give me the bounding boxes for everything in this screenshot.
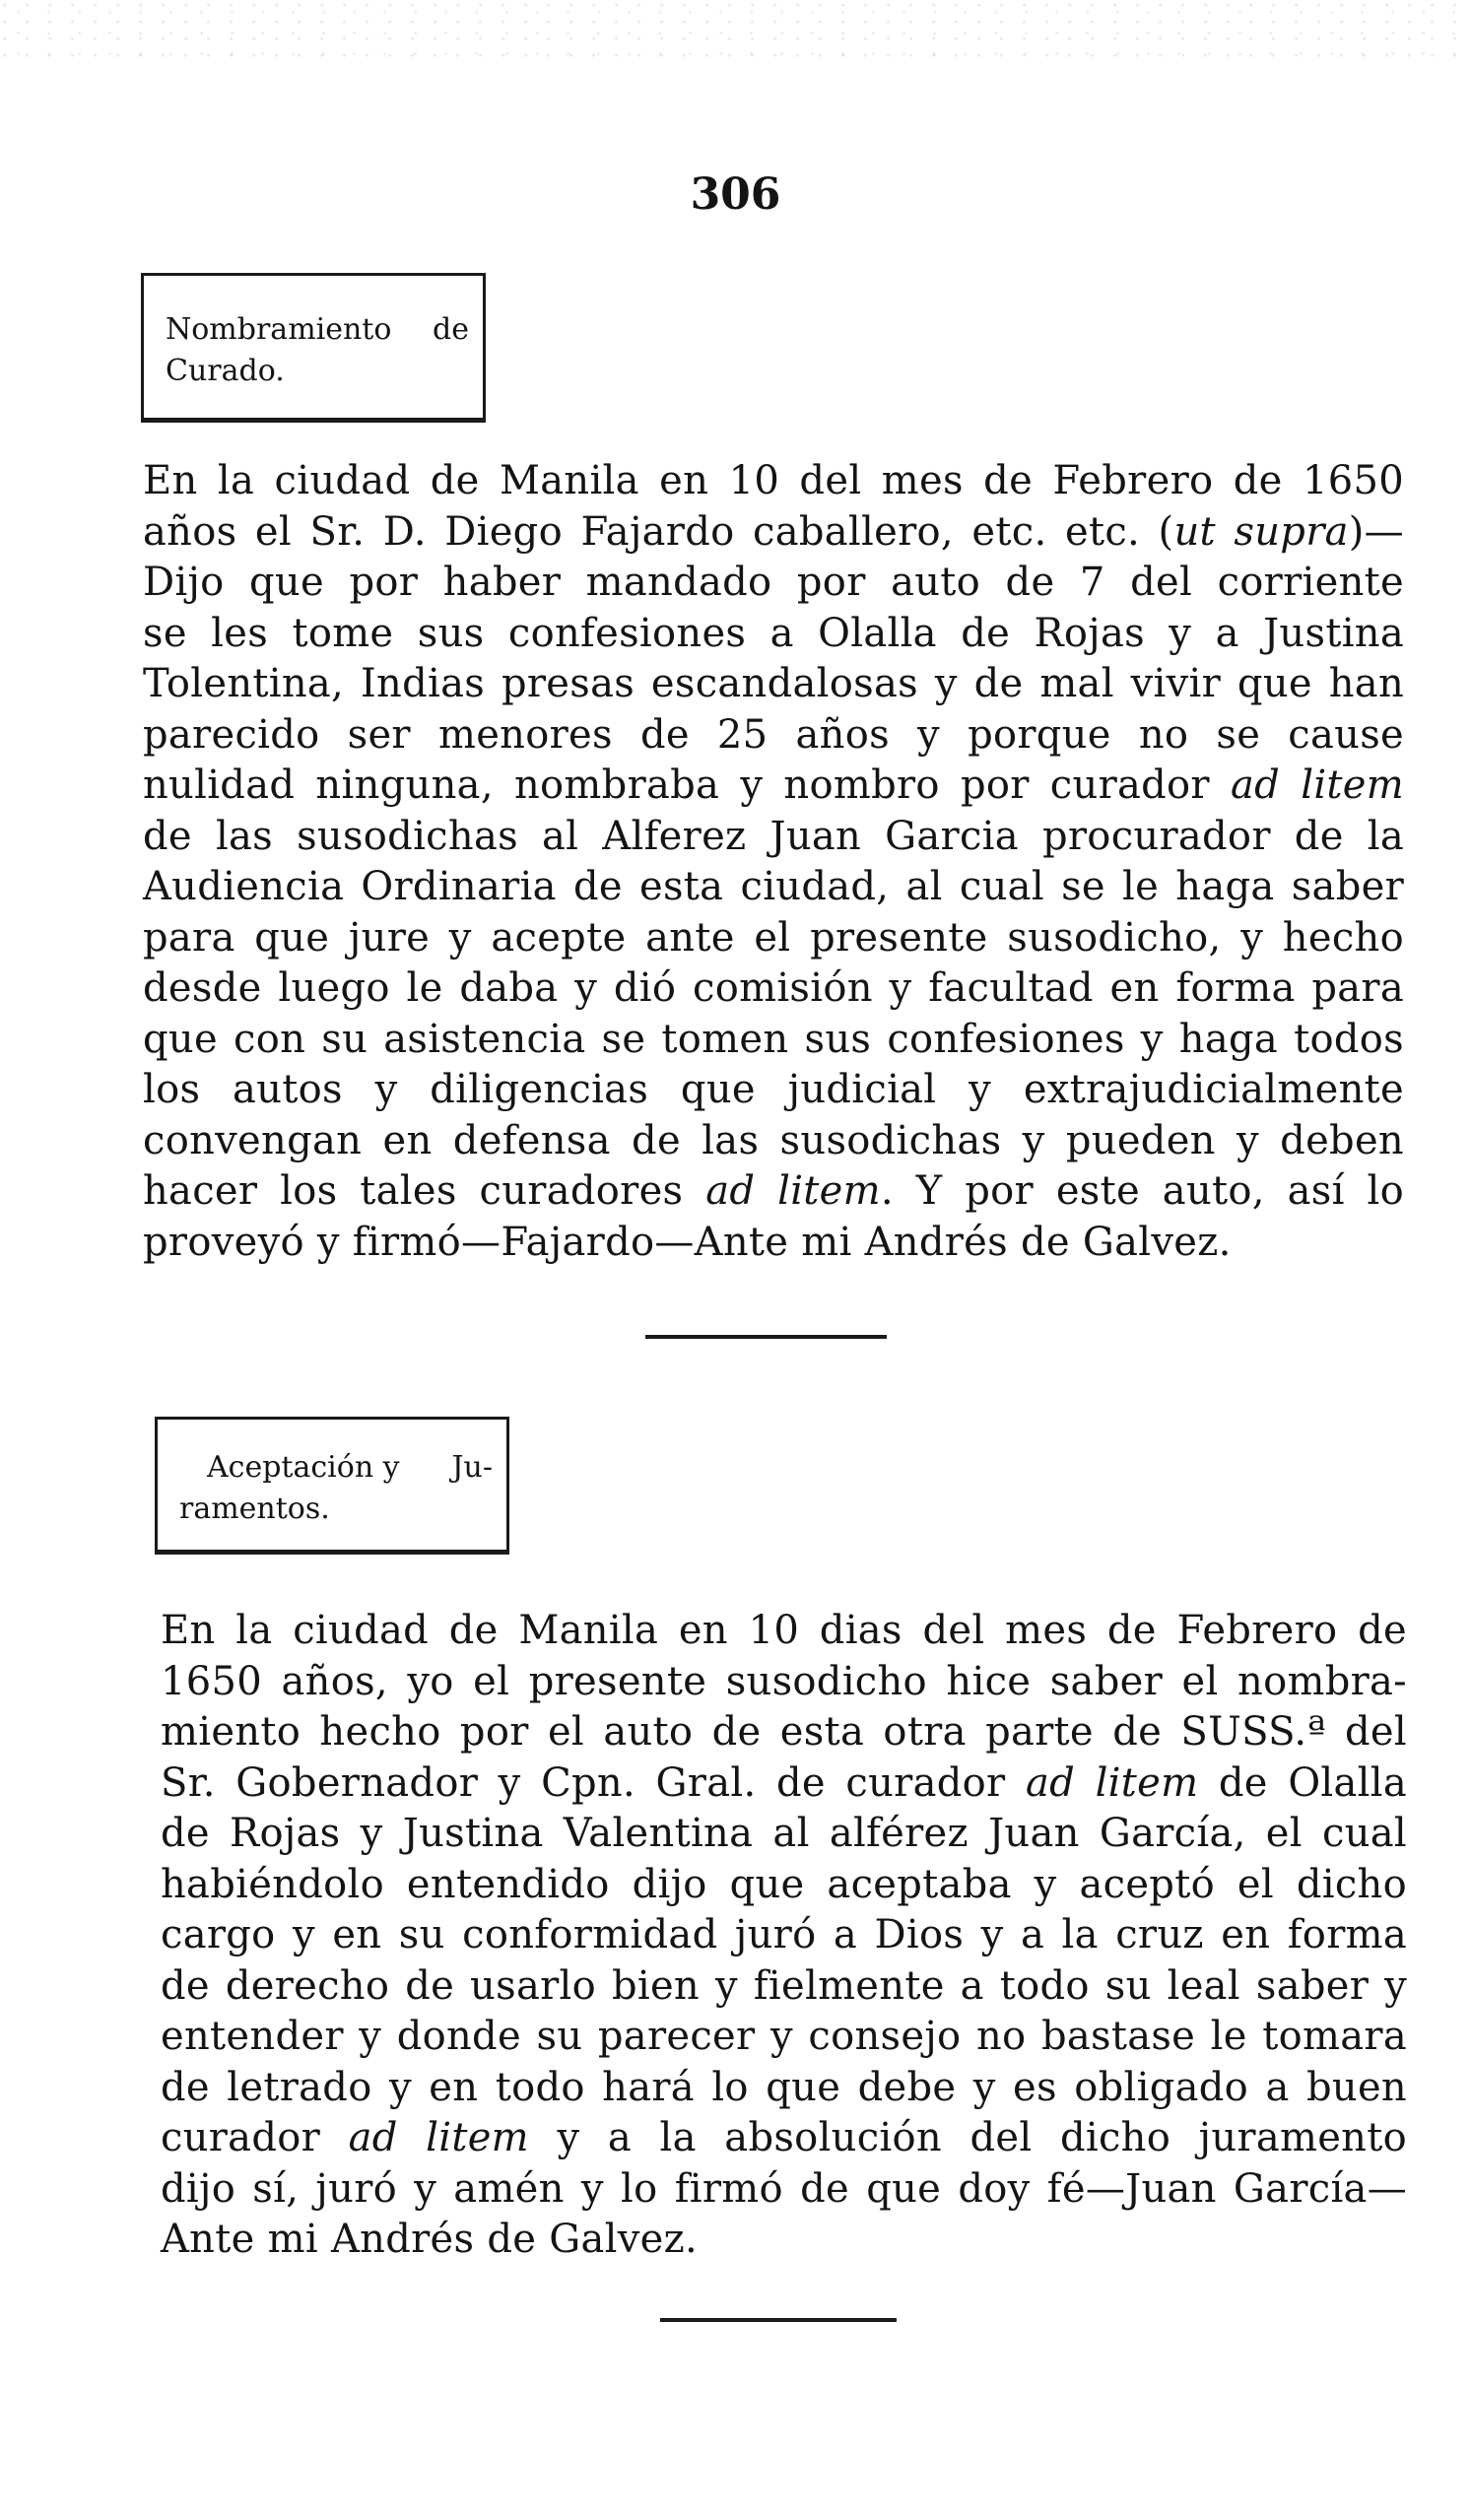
marginal-note-word: de (433, 312, 469, 347)
text-line: dijo sí, juró y amén y lo firmó de que doy fé—Juan García— (161, 2165, 1407, 2212)
text-line: de derecho de usarlo bien y fielmente a todo su leal saber y (161, 1962, 1407, 2009)
marginal-note-line: ramentos. (179, 1492, 330, 1526)
text-line: Sr. Gobernador y Cpn. Gral. de curador ad litem de Olalla (161, 1759, 1407, 1806)
text-line: nulidad ninguna, nombraba y nombro por curador ad litem (143, 763, 1404, 808)
section-divider (660, 2318, 897, 2322)
text-line: habiéndolo entendido dijo que aceptaba y aceptó el dicho (161, 1861, 1407, 1907)
marginal-note-nombramiento (141, 273, 486, 423)
paragraph-aceptacion (161, 1606, 1407, 2266)
marginal-note-line (166, 309, 469, 351)
marginal-note-word: Ju- (451, 1450, 493, 1485)
text-line: curador ad litem y a la absolución del dicho juramento (161, 2115, 1407, 2160)
page-number: 306 (690, 169, 781, 220)
text-line: miento hecho por el auto de esta otra parte de SUSS.ª del (161, 1709, 1407, 1755)
text-line: entender y donde su parecer y consejo no bastase le tomara (161, 2014, 1407, 2059)
text-line: 1650 años, yo el presente susodicho hice saber el nombra- (161, 1658, 1407, 1704)
text-line: cargo y en su conformidad juró a Dios y a la cruz en forma (161, 1912, 1407, 1957)
text-line: En la ciudad de Manila en 10 del mes de Febrero de 1650 (143, 458, 1404, 503)
text-line: hacer los tales curadores ad litem. Y por este auto, así lo (143, 1168, 1404, 1214)
text-line: para que jure y acepte ante el presente susodicho, y hecho (143, 914, 1404, 961)
text-line: desde luego le daba y dió comisión y facultad en forma para (143, 965, 1404, 1011)
text-line: de letrado y en todo hará lo que debe y es obligado a buen (161, 2064, 1407, 2110)
text-line: que con su asistencia se tomen sus confesiones y haga todos (143, 1016, 1404, 1062)
text-line: años el Sr. D. Diego Fajardo caballero, etc. etc. (ut supra)— (143, 508, 1404, 555)
text-line: Audiencia Ordinaria de esta ciudad, al cual se le haga saber (143, 864, 1404, 909)
text-line: los autos y diligencias que judicial y extrajudicialmente (143, 1067, 1404, 1112)
text-line: Dijo que por haber mandado por auto de 7 del corriente (143, 560, 1404, 605)
scan-noise (0, 0, 1471, 69)
marginal-note-word: Nombramiento (166, 312, 392, 347)
text-line: se les tome sus confesiones a Olalla de Rojas y a Justina (143, 610, 1404, 656)
paragraph-nombramiento (143, 456, 1404, 1268)
text-line: de Rojas y Justina Valentina al alférez Juan García, el cual (161, 1811, 1407, 1856)
marginal-note-aceptacion (155, 1417, 509, 1555)
text-line: parecido ser menores de 25 años y porque no se cause (143, 711, 1404, 758)
text-line: proveyó y firmó—Fajardo—Ante mi Andrés de Galvez. (143, 1219, 1232, 1265)
text-line: Tolentina, Indias presas escandalosas y de mal vivir que han (143, 661, 1404, 706)
marginal-note-word: Aceptación y (207, 1450, 400, 1485)
text-line: En la ciudad de Manila en 10 dias del mes de Febrero de (161, 1608, 1407, 1653)
text-line: Ante mi Andrés de Galvez. (161, 2217, 698, 2262)
text-line: convengan en defensa de las susodichas y pueden y deben (143, 1117, 1404, 1163)
section-divider (645, 1335, 887, 1339)
text-line: de las susodichas al Alferez Juan Garcia procurador de la (143, 813, 1404, 859)
marginal-note-line: Curado. (166, 354, 285, 388)
marginal-note-line (179, 1447, 493, 1489)
